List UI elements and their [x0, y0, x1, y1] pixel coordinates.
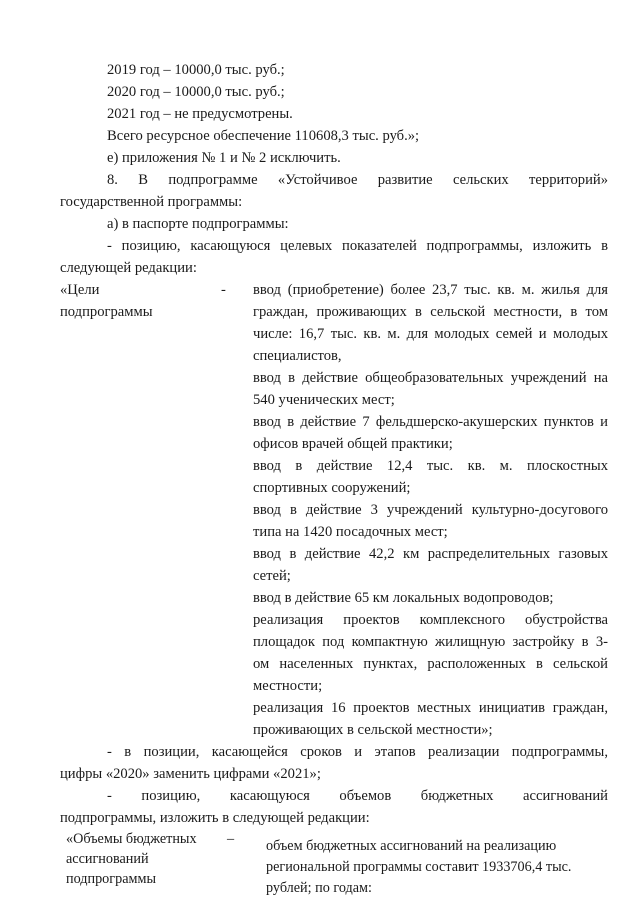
- goals-text-line: реализация проектов комплексного обустройства: [253, 612, 608, 628]
- goals-text-line: ом населенных пунктах, расположенных в сельской: [253, 656, 608, 672]
- budget-text-line: рублей; по годам:: [266, 880, 372, 896]
- goals-text-line: ввод в действие 7 фельдшерско-акушерских пунктов и: [253, 414, 608, 430]
- budget-text-line: региональной программы составит 1933706,4 тыс.: [266, 859, 572, 875]
- goals-text-line: проживающих в сельской местности»;: [253, 722, 493, 738]
- goals-label-line1: «Цели: [60, 282, 100, 298]
- position-budget-line1: - позицию, касающуюся объемов бюджетных ассигнований: [107, 788, 608, 804]
- goals-text-line: площадок под компактную жилищную застройку в 3-: [253, 634, 608, 650]
- budget-label-line1: «Объемы бюджетных: [66, 831, 197, 847]
- goals-text-line: числе: 16,7 тыс. кв. м. для молодых семей и молодых: [253, 326, 608, 342]
- position-timing-line1: - в позиции, касающейся сроков и этапов реализации подпрограммы,: [107, 744, 608, 760]
- goals-text-line: типа на 1420 посадочных мест;: [253, 524, 448, 540]
- position-targets-line2: следующей редакции:: [60, 260, 197, 276]
- goals-text-line: ввод в действие 65 км локальных водопроводов;: [253, 590, 554, 606]
- goals-text-line: сетей;: [253, 568, 291, 584]
- goals-text-line: специалистов,: [253, 348, 342, 364]
- sub-item-a: а) в паспорте подпрограммы:: [107, 216, 289, 232]
- goals-text-line: реализация 16 проектов местных инициатив граждан,: [253, 700, 608, 716]
- position-targets-line1: - позицию, касающуюся целевых показателей подпрограммы, изложить в: [107, 238, 608, 254]
- goals-text-line: 540 ученических мест;: [253, 392, 395, 408]
- item-8-line1: 8. В подпрограмме «Устойчивое развитие сельских территорий»: [107, 172, 608, 188]
- budget-text-line: объем бюджетных ассигнований на реализацию: [266, 838, 557, 854]
- item-8-line2: государственной программы:: [60, 194, 243, 210]
- goals-text-line: ввод в действие 12,4 тыс. кв. м. плоскостных: [253, 458, 608, 474]
- position-timing-line2: цифры «2020» заменить цифрами «2021»;: [60, 766, 321, 782]
- goals-text-line: ввод в действие 42,2 км распределительных газовых: [253, 546, 608, 562]
- budget-label-line3: подпрограммы: [66, 871, 156, 887]
- goals-text-line: ввод в действие общеобразовательных учреждений на: [253, 370, 608, 386]
- funding-2021-line: 2021 год – не предусмотрены.: [107, 106, 293, 122]
- budget-label-line2: ассигнований: [66, 851, 149, 867]
- item-e-line: е) приложения № 1 и № 2 исключить.: [107, 150, 341, 166]
- funding-total-line: Всего ресурсное обеспечение 110608,3 тыс. руб.»;: [107, 128, 420, 144]
- budget-dash: –: [227, 831, 235, 847]
- funding-2020-line: 2020 год – 10000,0 тыс. руб.;: [107, 84, 285, 100]
- goals-text-line: граждан, проживающих в сельской местности, в том: [253, 304, 608, 320]
- goals-text-line: спортивных сооружений;: [253, 480, 411, 496]
- goals-text-line: ввод (приобретение) более 23,7 тыс. кв. м. жилья для: [253, 282, 608, 298]
- goals-text-line: ввод в действие 3 учреждений культурно-досугового: [253, 502, 608, 518]
- goals-text-line: офисов врачей общей практики;: [253, 436, 453, 452]
- goals-dash: -: [221, 282, 226, 298]
- position-budget-line2: подпрограммы, изложить в следующей редакции:: [60, 810, 370, 826]
- goals-label-line2: подпрограммы: [60, 304, 153, 320]
- funding-2019-line: 2019 год – 10000,0 тыс. руб.;: [107, 62, 285, 78]
- goals-text-line: местности;: [253, 678, 323, 694]
